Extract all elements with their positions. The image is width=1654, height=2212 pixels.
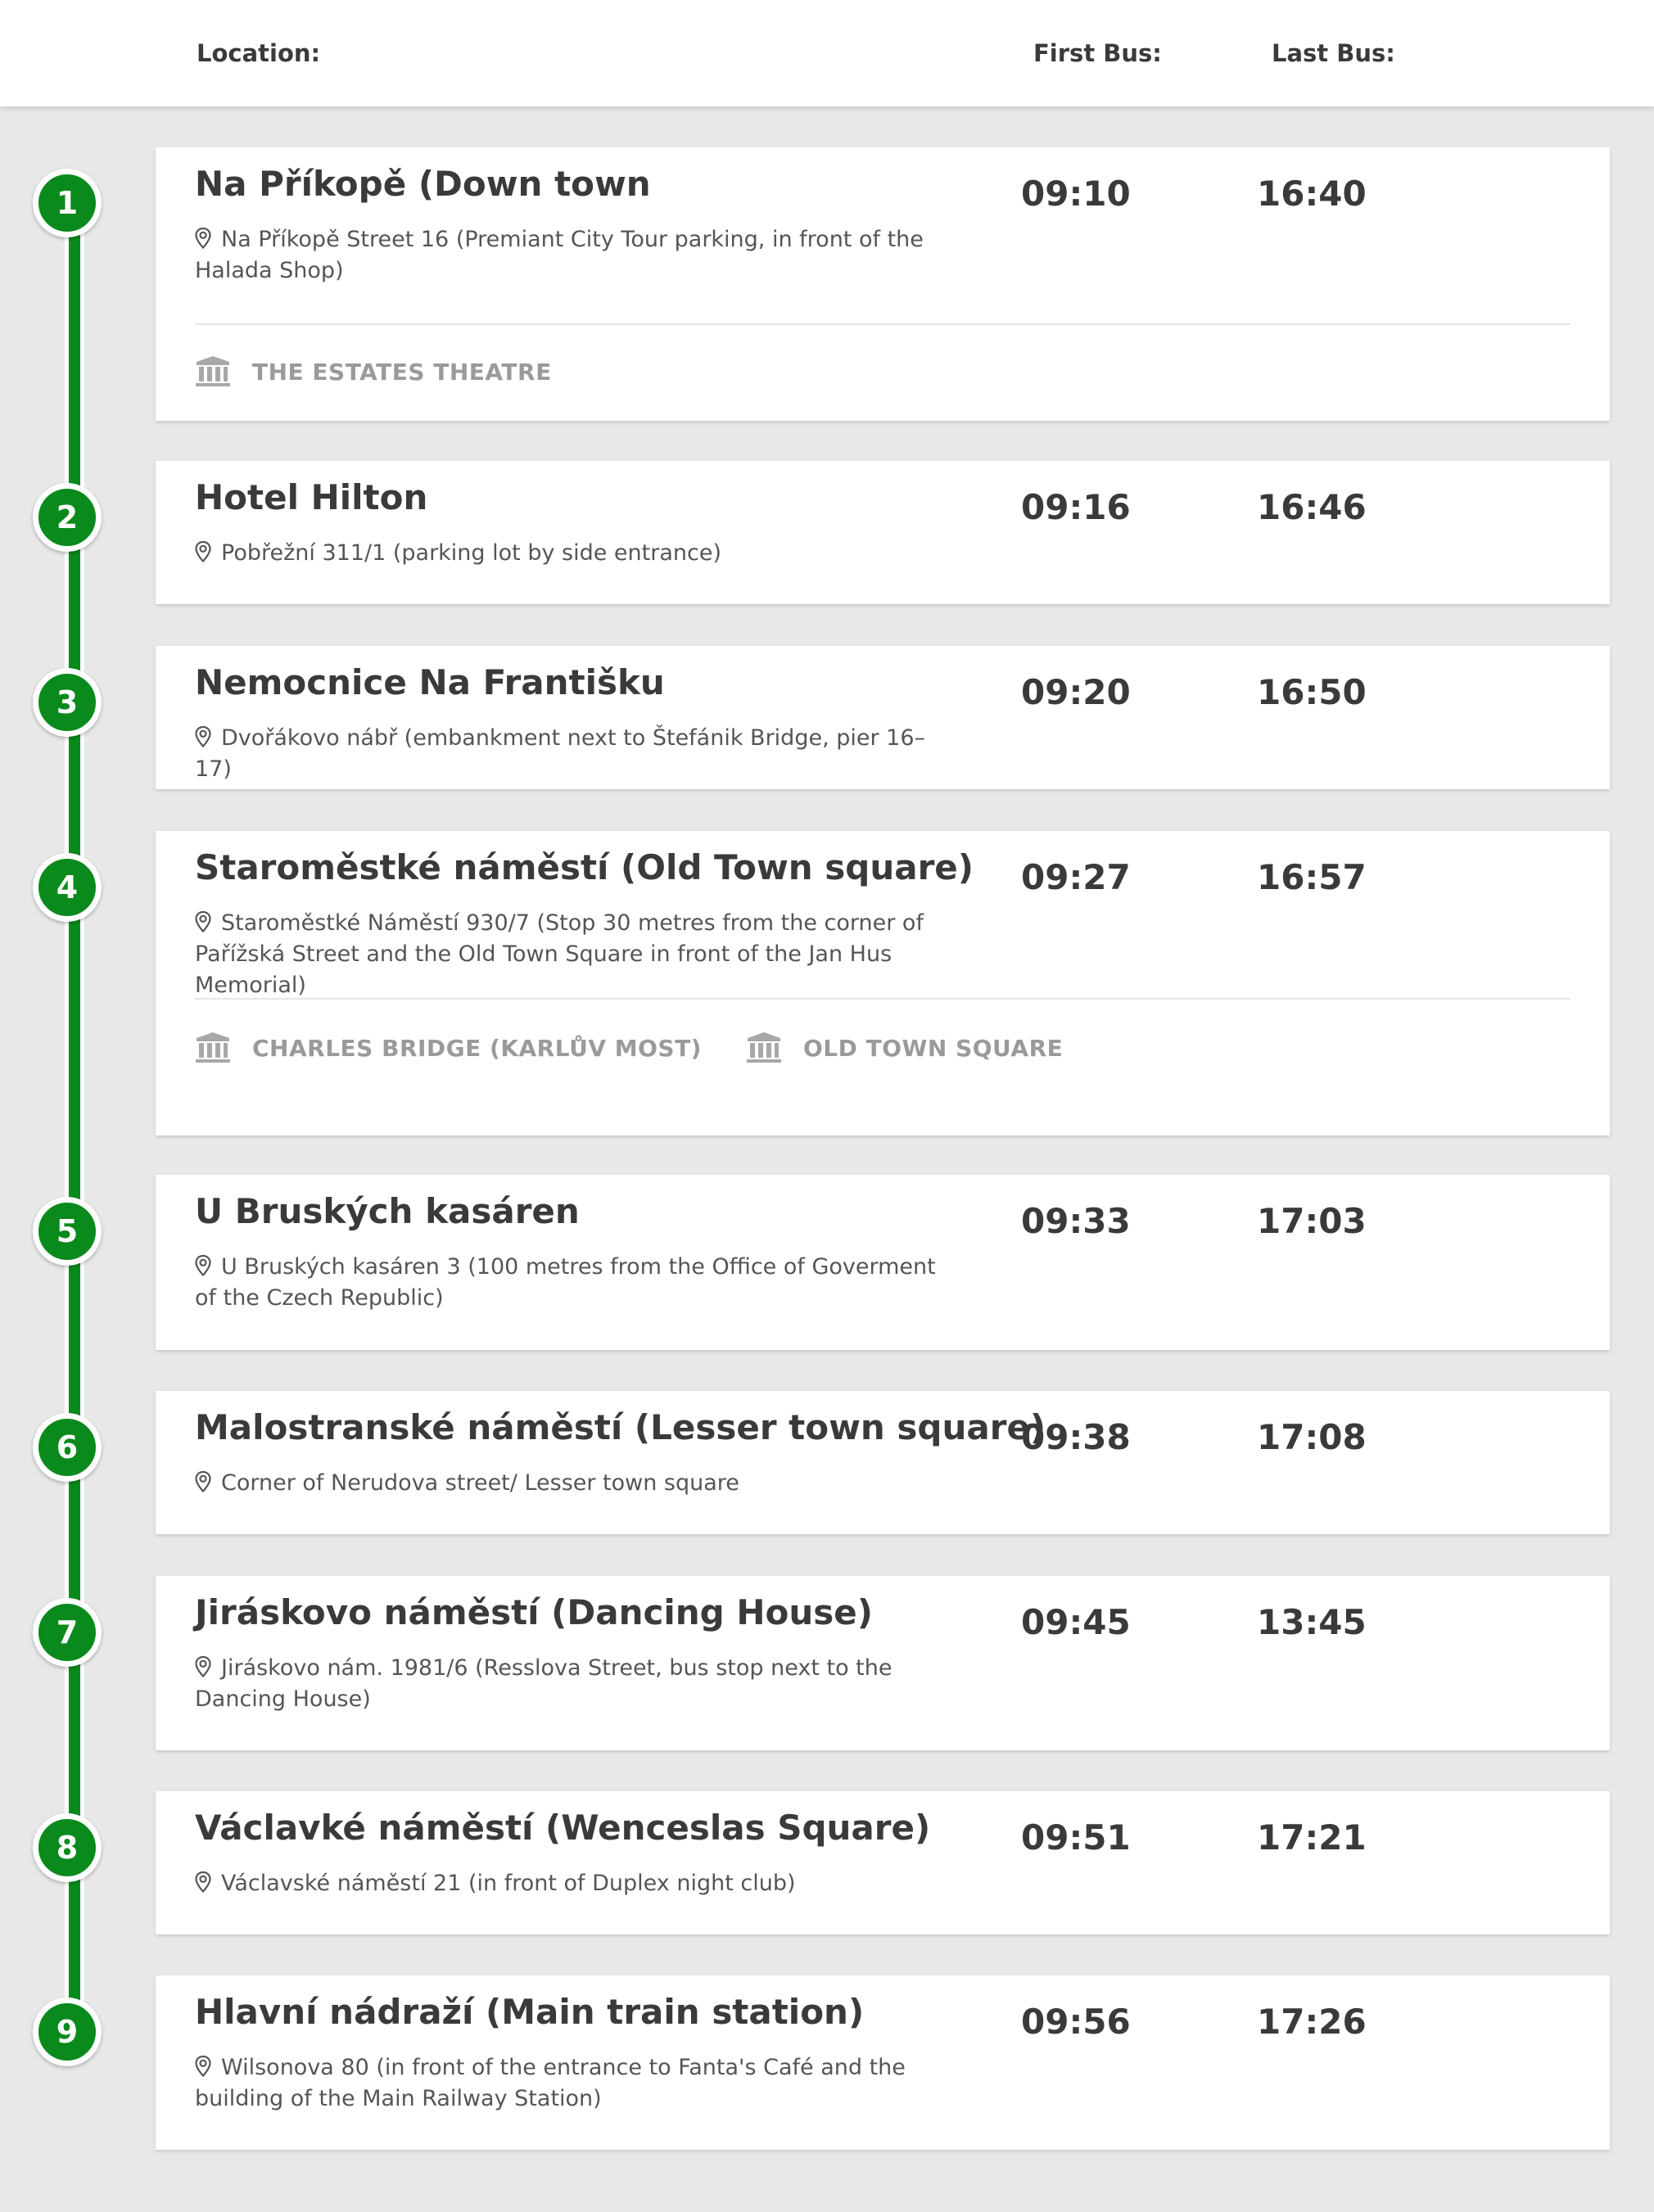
last-bus-time: 17:26 [1257, 2002, 1367, 2042]
stop-address-text: Na Příkopě Street 16 (Premiant City Tour parking, in front of the Halada Shop) [195, 227, 924, 283]
landmark-link[interactable] [195, 355, 552, 388]
first-bus-time: 09:27 [1021, 857, 1131, 897]
stop-card [156, 147, 1610, 421]
location-pin-icon [195, 1255, 211, 1276]
stop-card [156, 461, 1610, 604]
first-bus-time: 09:20 [1021, 672, 1131, 712]
last-bus-time: 17:03 [1257, 1201, 1367, 1241]
landmark-building-icon [195, 355, 231, 388]
stop-address [195, 1868, 956, 1899]
stop-name: Nemocnice Na Františku [195, 662, 665, 702]
stop-address [195, 1252, 956, 1314]
stop-address [195, 1653, 956, 1715]
last-bus-time: 16:40 [1257, 174, 1367, 214]
stop-address-text: Corner of Nerudova street/ Lesser town square [221, 1470, 739, 1496]
stop-address-text: Dvořákovo nábř (embankment next to Štefánik Bridge, pier 16–17) [195, 725, 926, 782]
last-bus-time: 16:46 [1257, 487, 1367, 527]
stop-name: U Bruských kasáren [195, 1191, 580, 1231]
location-pin-icon [195, 1656, 211, 1677]
last-bus-column-label: Last Bus: [1272, 39, 1395, 67]
stop-number-marker: 9 [33, 1998, 102, 2066]
stop-number-marker: 3 [33, 668, 102, 737]
first-bus-time: 09:10 [1021, 174, 1131, 214]
stop-card [156, 1576, 1610, 1750]
location-column-label: Location: [197, 39, 321, 67]
stop-card [156, 1391, 1610, 1534]
location-pin-icon [195, 911, 211, 932]
stop-card [156, 1975, 1610, 2150]
schedule-header [0, 0, 1654, 107]
stop-number-marker: 4 [33, 853, 102, 922]
stop-address-text: Jiráskovo nám. 1981/6 (Resslova Street, bus stop next to the Dancing House) [195, 1655, 893, 1712]
landmark-link[interactable] [746, 1032, 1063, 1064]
stop-number-marker: 5 [33, 1197, 102, 1266]
landmark-building-icon [746, 1032, 782, 1064]
card-divider [195, 323, 1570, 325]
stop-number-marker: 8 [33, 1813, 102, 1882]
last-bus-time: 16:50 [1257, 672, 1367, 712]
first-bus-time: 09:56 [1021, 2002, 1131, 2042]
stop-address [195, 723, 956, 785]
stop-address-text: Václavské náměstí 21 (in front of Duplex night club) [221, 1871, 796, 1896]
first-bus-time: 09:51 [1021, 1817, 1131, 1858]
landmark-building-icon [195, 1032, 231, 1064]
last-bus-time: 16:57 [1257, 857, 1367, 897]
stop-address [195, 2052, 956, 2115]
stop-address-text: Pobřežní 311/1 (parking lot by side entrance) [221, 540, 721, 566]
route-line [69, 203, 80, 2032]
stop-name: Václavké náměstí (Wenceslas Square) [195, 1808, 931, 1848]
stop-number-marker: 2 [33, 483, 102, 552]
stop-address [195, 1468, 956, 1499]
landmark-list [195, 1032, 1107, 1064]
stop-card [156, 646, 1610, 789]
stop-address-text: Staroměstké Náměstí 930/7 (Stop 30 metres from the corner of Pařížská Street and the Old Town Square in front of the Jan Hus Memorial) [195, 910, 924, 998]
stop-name: Jiráskovo náměstí (Dancing House) [195, 1592, 873, 1632]
landmark-label: CHARLES BRIDGE (KARLŮV MOST) [252, 1034, 702, 1062]
last-bus-time: 13:45 [1257, 1602, 1367, 1642]
stop-name: Hlavní nádraží (Main train station) [195, 1992, 865, 2032]
stop-name: Hotel Hilton [195, 477, 428, 517]
stop-number-marker: 1 [33, 169, 102, 237]
landmark-label: THE ESTATES THEATRE [252, 358, 552, 386]
last-bus-time: 17:21 [1257, 1817, 1367, 1858]
landmark-list [195, 355, 596, 388]
stop-address-text: Wilsonova 80 (in front of the entrance to Fanta's Café and the building of the Main Railway Station) [195, 2055, 906, 2111]
location-pin-icon [195, 228, 211, 249]
stop-address-text: U Bruských kasáren 3 (100 metres from the Office of Goverment of the Czech Republic) [195, 1254, 936, 1311]
stop-address [195, 908, 956, 1001]
card-divider [195, 998, 1570, 1000]
first-bus-time: 09:38 [1021, 1417, 1131, 1457]
stop-name: Malostranské náměstí (Lesser town square) [195, 1407, 1046, 1447]
landmark-link[interactable] [195, 1032, 702, 1064]
first-bus-time: 09:33 [1021, 1201, 1131, 1241]
stop-card [156, 1175, 1610, 1350]
route-timeline [0, 106, 1654, 2212]
stop-card [156, 1791, 1610, 1934]
first-bus-time: 09:16 [1021, 487, 1131, 527]
stop-name: Na Příkopě (Down town [195, 164, 651, 204]
location-pin-icon [195, 541, 211, 562]
location-pin-icon [195, 726, 211, 747]
location-pin-icon [195, 1471, 211, 1492]
stop-address [195, 224, 956, 287]
stop-name: Staroměstké náměstí (Old Town square) [195, 847, 974, 887]
stop-card [156, 831, 1610, 1135]
location-pin-icon [195, 1871, 211, 1893]
first-bus-column-label: First Bus: [1033, 39, 1162, 67]
stop-address [195, 538, 956, 569]
last-bus-time: 17:08 [1257, 1417, 1367, 1457]
location-pin-icon [195, 2056, 211, 2077]
stop-number-marker: 6 [33, 1413, 102, 1482]
first-bus-time: 09:45 [1021, 1602, 1131, 1642]
stop-number-marker: 7 [33, 1598, 102, 1667]
landmark-label: OLD TOWN SQUARE [802, 1034, 1064, 1062]
